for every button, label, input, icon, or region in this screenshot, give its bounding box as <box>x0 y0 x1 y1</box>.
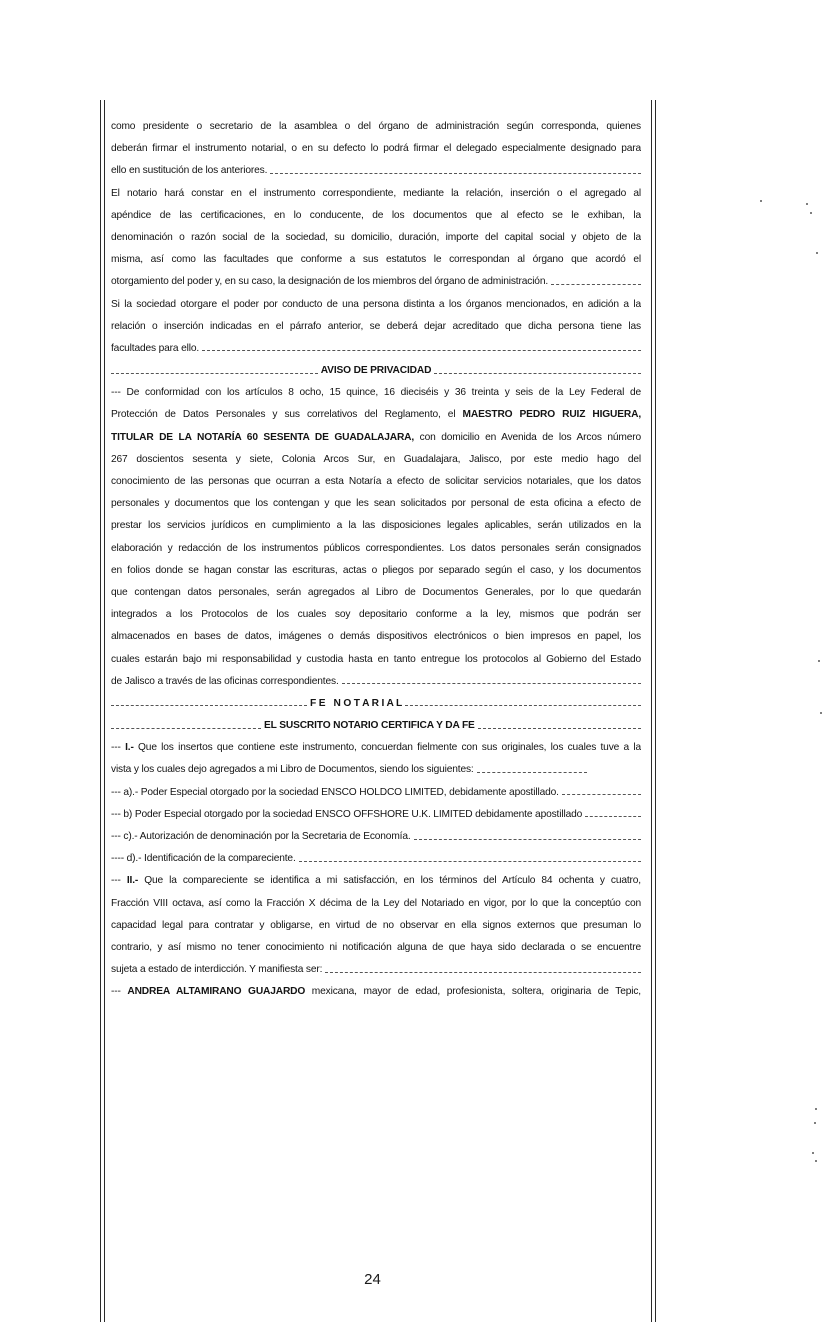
dash-filler <box>325 972 641 973</box>
text-line: sujeta a estado de interdicción. Y manifiesta ser: <box>111 959 641 981</box>
text-line: contrario, y así mismo no tener conocimiento ni notificación alguna de que haya sido declarada o se encuentre <box>111 941 641 953</box>
scan-speck <box>814 1122 816 1124</box>
text-line: elaboración y redacción de los instrumentos públicos correspondientes. Los datos personales serán consignados <box>111 542 641 554</box>
section-heading-fe-notarial: F E N O T A R I A L <box>111 693 641 715</box>
dash-filler <box>270 173 641 174</box>
text-line: prestar los servicios jurídicos en cumplimiento a la las disposiciones legales aplicables, serán utilizados en la <box>111 520 641 532</box>
scan-speck <box>818 660 820 662</box>
text-line: denominación o razón social de la sociedad, su domicilio, duración, importe del capital social y objeto de la <box>111 231 641 243</box>
left-margin-rule-outer <box>100 100 101 1322</box>
text-line: --- De conformidad con los artículos 8 ocho, 15 quince, 16 dieciséis y 36 treinta y seis de la Ley Federal de <box>111 387 641 399</box>
page-number: 24 <box>364 1271 381 1288</box>
dash-filler <box>299 861 641 862</box>
scan-speck <box>806 203 808 205</box>
text-line: cuales estarán bajo mi responsabilidad y custodia hasta en tanto entregue los protocolos al Gobierno del Estado <box>111 653 641 665</box>
scan-speck <box>760 200 762 202</box>
text-line: como presidente o secretario de la asamblea o del órgano de administración según corresponda, quienes <box>111 121 641 132</box>
dash-filler <box>551 284 641 285</box>
left-margin-rule-inner <box>104 100 105 1322</box>
text-line: deberán firmar el instrumento notarial, o en su defecto lo podrá firmar el delegado especialmente designado para <box>111 143 641 155</box>
text-line: ello en sustitución de los anteriores. <box>111 160 641 182</box>
document-list-item-d: ---- d).- Identificación de la compareciente. <box>111 848 641 870</box>
text-line: Si la sociedad otorgare el poder por conducto de una persona distinta a los órganos mencionados, en adición a la <box>111 298 641 310</box>
document-list-item-a: --- a).- Poder Especial otorgado por la sociedad ENSCO HOLDCO LIMITED, debidamente apostillado. <box>111 782 641 804</box>
text-line: facultades para ello. <box>111 338 641 360</box>
dash-filler <box>111 705 307 706</box>
text-line: --- ANDREA ALTAMIRANO GUAJARDO mexicana, mayor de edad, profesionista, soltera, originaria de Tepic, <box>111 986 641 998</box>
text-line: --- II.- Que la compareciente se identifica a mi satisfacción, en los términos del Artículo 84 ochenta y cuatro, <box>111 875 641 887</box>
dash-filler <box>342 683 641 684</box>
right-margin-rule-outer <box>651 100 652 1322</box>
text-line: en folios donde se hagan constar las escrituras, actas o pliegos por separado según el caso, y los documentos <box>111 564 641 576</box>
section-heading-privacy: AVISO DE PRIVACIDAD <box>111 360 641 382</box>
text-line: vista y los cuales dejo agregados a mi Libro de Documentos, siendo los siguientes: <box>111 759 641 781</box>
dash-filler <box>202 350 641 351</box>
scan-speck <box>816 252 818 254</box>
text-line: El notario hará constar en el instrumento correspondiente, mediante la relación, inserción o el agregado al <box>111 187 641 199</box>
section-heading-certifica: EL SUSCRITO NOTARIO CERTIFICA Y DA FE <box>111 715 641 737</box>
dash-filler <box>585 816 641 817</box>
document-list-item-b: --- b) Poder Especial otorgado por la sociedad ENSCO OFFSHORE U.K. LIMITED debidamente apostillado <box>111 804 641 826</box>
text-line: apéndice de las certificaciones, en lo conducente, de los documentos que al efecto se le exhiban, la <box>111 209 641 221</box>
dash-filler <box>562 794 641 795</box>
scan-speck <box>815 1160 817 1162</box>
text-line: Protección de Datos Personales y sus correlativos del Reglamento, el MAESTRO PEDRO RUIZ HIGUERA, <box>111 409 641 421</box>
text-line: relación o inserción indicadas en el párrafo anterior, se deberá dejar acreditado que dicha persona tiene las <box>111 320 641 332</box>
text-line: TITULAR DE LA NOTARÍA 60 SESENTA DE GUADALAJARA, con domicilio en Avenida de los Arcos número <box>111 431 641 443</box>
text-line: 267 doscientos sesenta y siete, Colonia Arcos Sur, en Guadalajara, Jalisco, por este medio hago del <box>111 453 641 465</box>
dash-filler <box>478 728 641 729</box>
text-line: misma, así como las facultades que conforme a sus estatutos le correspondan al órgano que acordó el <box>111 254 641 266</box>
text-line: almacenados en bases de datos, imágenes o demás dispositivos electrónicos o bien impresos en papel, los <box>111 631 641 643</box>
text-line: que contengan datos personales, serán agregados al Libro de Documentos Generales, por lo que quedarán <box>111 586 641 598</box>
text-line: capacidad legal para contratar y obligarse, en virtud de no observar en ella signos externos que presuman lo <box>111 919 641 931</box>
text-line: conocimiento de las personas que ocurran a esta Notaría a efecto de solicitar servicios notariales, que los datos <box>111 476 641 487</box>
right-margin-rule-inner <box>655 100 656 1322</box>
text-line: integrados a los Protocolos de los cuales soy depositario conforme a la ley, mismos que podrán ser <box>111 609 641 621</box>
dash-filler <box>111 728 261 729</box>
dash-filler <box>477 772 587 773</box>
scan-speck <box>810 212 812 214</box>
scan-speck <box>820 712 822 714</box>
text-line: --- I.- Que los insertos que contiene este instrumento, concuerdan fielmente con sus originales, los cuales tuve a la <box>111 742 641 754</box>
scan-speck <box>815 1108 817 1110</box>
dash-filler <box>405 705 641 706</box>
dash-filler <box>111 373 318 374</box>
document-list-item-c: --- c).- Autorización de denominación por la Secretaria de Economía. <box>111 826 641 848</box>
text-line: otorgamiento del poder y, en su caso, la designación de los miembros del órgano de administración. <box>111 271 641 293</box>
text-line: personales y documentos que los contengan y que les sean solicitados por personal de esta oficina a efecto de <box>111 498 641 510</box>
document-body <box>111 116 641 1004</box>
text-line: Fracción VIII octava, así como la Fracción X décima de la Ley del Notariado en vigor, por lo que la conceptúo con <box>111 897 641 909</box>
scan-speck <box>812 1152 814 1154</box>
dash-filler <box>434 373 641 374</box>
dash-filler <box>414 839 641 840</box>
text-line: de Jalisco a través de las oficinas correspondientes. <box>111 671 641 693</box>
